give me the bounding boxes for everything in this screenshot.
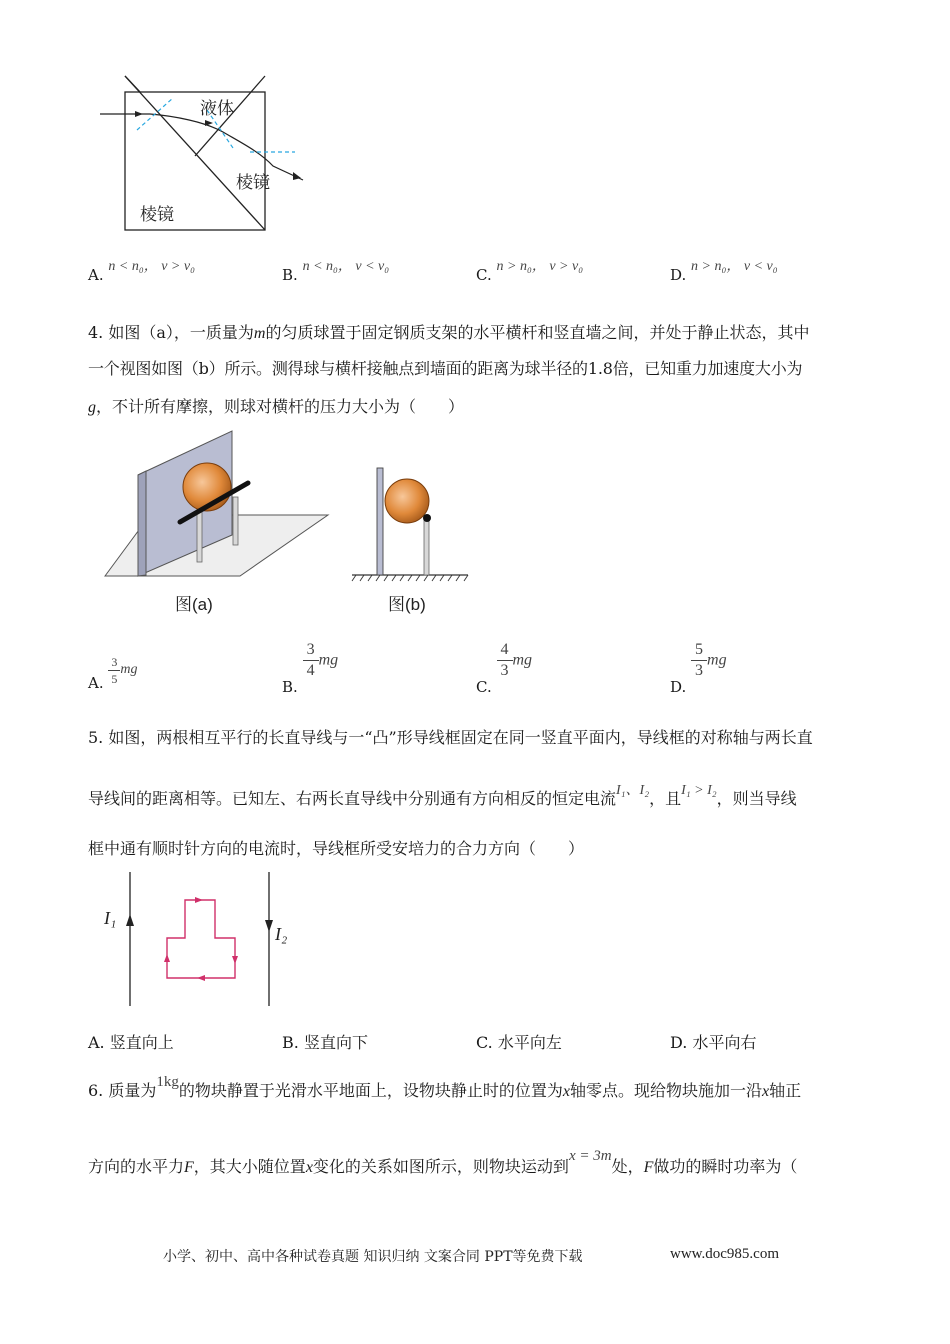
footer-url[interactable]: www.doc985.com bbox=[670, 1246, 780, 1262]
q4-option-d-fraction: $\frac{5}{3}$ bbox=[691, 640, 707, 681]
q4-figure-b bbox=[350, 465, 475, 583]
q3-option-a-expr: n < n₀， v > v₀ bbox=[108, 259, 195, 274]
q4-option-b-fraction: $\frac{3}{4}$ bbox=[303, 640, 319, 681]
q3-option-b[interactable]: B. n < n₀， v < v₀ bbox=[282, 259, 390, 284]
q3-option-d[interactable]: D. n > n₀， v < v₀ bbox=[670, 259, 778, 284]
q4-figure-a bbox=[100, 425, 335, 585]
liquid-label: 液体 bbox=[200, 99, 234, 118]
q4-option-c[interactable]: C. $\frac{4}{3}$ mg bbox=[476, 641, 533, 696]
q6-line-2: 方向的水平力F，其大小随位置x变化的关系如图所示，则物块运动到x = 3m处，F做功的瞬时功率为（ bbox=[88, 1148, 798, 1176]
q5-option-a[interactable]: A. 竖直向上 bbox=[88, 1033, 174, 1052]
q5-option-c[interactable]: C. 水平向左 bbox=[476, 1033, 562, 1052]
q4-line-1: 4. 如图（a），一质量为m的匀质球置于固定钢质支架的水平横杆和竖直墙之间，并处于静止状态，其中 bbox=[88, 323, 810, 342]
q4-option-a-fraction: $\frac{3}{5}$ bbox=[108, 654, 120, 687]
q3-option-b-expr: n < n₀， v < v₀ bbox=[302, 259, 390, 274]
label-i2: I₂ bbox=[275, 924, 288, 944]
q5-option-b[interactable]: B. 竖直向下 bbox=[282, 1033, 368, 1052]
footer-text: 小学、初中、高中各种试卷真题 知识归纳 文案合同 PPT等免费下载 bbox=[163, 1249, 583, 1265]
fig-b-caption: 图(b) bbox=[388, 595, 426, 614]
q5-line-2: 导线间的距离相等。已知左、右两长直导线中分别通有方向相反的恒定电流I₁、I₂，且I₁ > I₂，则当导线 bbox=[88, 783, 797, 808]
q4-option-c-fraction: $\frac{4}{3}$ bbox=[497, 640, 513, 681]
prism-right-label: 棱镜 bbox=[236, 173, 270, 192]
fig-a-caption: 图(a) bbox=[175, 595, 213, 614]
q5-figure bbox=[95, 868, 305, 1010]
prism-left-label: 棱镜 bbox=[140, 205, 174, 224]
q5-line-1: 5. 如图，两根相互平行的长直导线与一“凸”形导线框固定在同一竖直平面内，导线框的对称轴与两长直 bbox=[88, 728, 813, 747]
q3-option-d-expr: n > n₀， v < v₀ bbox=[691, 259, 778, 274]
label-i1: I₁ bbox=[104, 908, 117, 928]
q5-option-d[interactable]: D. 水平向右 bbox=[670, 1033, 757, 1052]
q3-option-c[interactable]: C. n > n₀， v > v₀ bbox=[476, 259, 584, 284]
q4-option-b[interactable]: B. $\frac{3}{4}$ mg bbox=[282, 641, 339, 696]
q4-line-2: 一个视图如图（b）所示。测得球与横杆接触点到墙面的距离为球半径的1.8倍，已知重力加速度大小为 bbox=[88, 359, 803, 378]
q6-line-1: 6. 质量为1kg的物块静置于光滑水平地面上，设物块静止时的位置为x轴零点。现给物块施加一沿x轴正 bbox=[88, 1074, 802, 1100]
q3-option-a[interactable]: A. n < n₀， v > v₀ bbox=[88, 259, 195, 284]
q4-line-3: g，不计所有摩擦，则球对横杆的压力大小为（ ） bbox=[88, 397, 465, 416]
q4-option-a[interactable]: A. $\frac{3}{5}$ mg bbox=[88, 655, 138, 692]
q5-line-3: 框中通有顺时针方向的电流时，导线框所受安培力的合力方向（ ） bbox=[88, 839, 585, 858]
q3-option-c-expr: n > n₀， v > v₀ bbox=[496, 259, 584, 274]
q4-option-d[interactable]: D. $\frac{5}{3}$ mg bbox=[670, 641, 727, 696]
